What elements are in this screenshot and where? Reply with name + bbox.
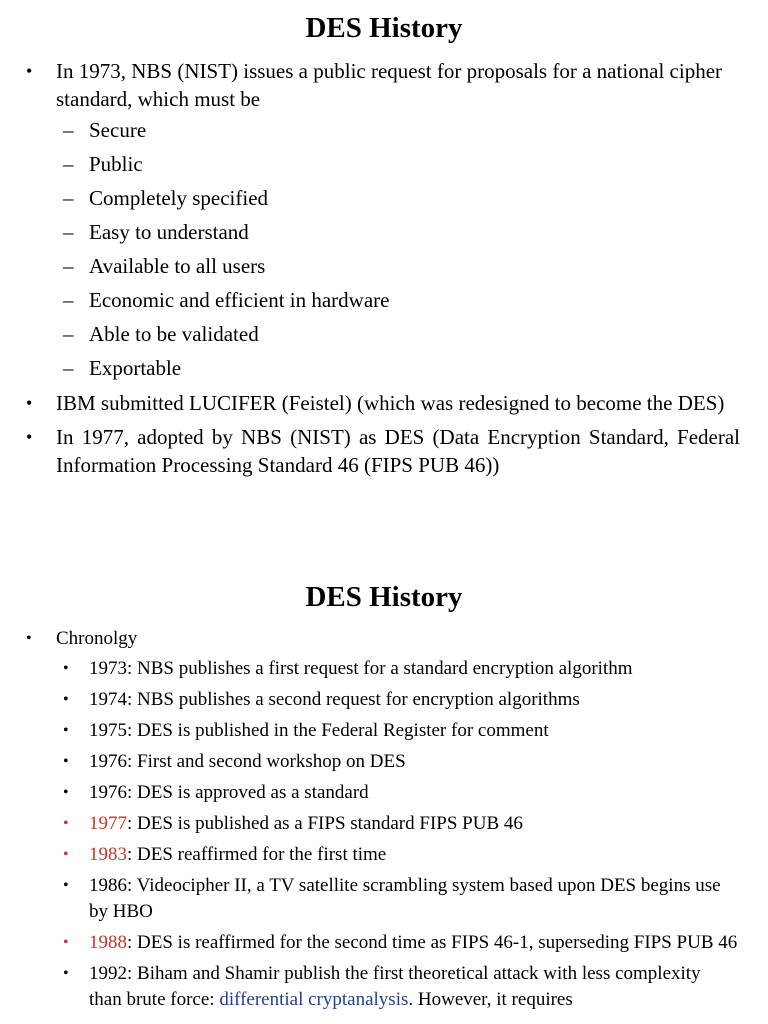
main-bullet-list bbox=[0, 57, 768, 479]
chronology-item bbox=[0, 656, 768, 682]
bullet-icon: • bbox=[63, 934, 69, 951]
requirement-text: Public bbox=[89, 152, 143, 176]
requirement-text: Secure bbox=[89, 118, 147, 142]
event-text: : First and second workshop on DES bbox=[127, 751, 406, 772]
chronology-item bbox=[0, 687, 768, 713]
year-highlighted: 1977 bbox=[89, 813, 127, 834]
dash-icon: – bbox=[63, 220, 74, 244]
bullet-icon: • bbox=[26, 630, 32, 647]
bullet-icon: • bbox=[63, 722, 69, 739]
bullet-icon: • bbox=[63, 784, 69, 801]
year-highlighted: 1983 bbox=[89, 844, 127, 865]
year: 1976 bbox=[89, 751, 127, 772]
year: 1976 bbox=[89, 782, 127, 803]
bullet-nbs-request bbox=[0, 57, 768, 385]
chronology-item bbox=[0, 718, 768, 744]
event-text: : NBS publishes a second request for encryption algorithms bbox=[127, 689, 580, 710]
event-text: : Videocipher II, a TV satellite scrambling system based upon DES begins use by HBO bbox=[89, 875, 721, 922]
requirement-text: Easy to understand bbox=[89, 220, 249, 244]
bullet-icon: • bbox=[26, 61, 33, 81]
requirement-item bbox=[0, 249, 740, 283]
bullet-icon: • bbox=[26, 427, 33, 447]
requirement-text: Exportable bbox=[89, 356, 182, 380]
dash-icon: – bbox=[63, 356, 74, 380]
dash-icon: – bbox=[63, 288, 74, 312]
bullet-icon: • bbox=[63, 877, 69, 894]
event-text: : DES is approved as a standard bbox=[127, 782, 369, 803]
chronology-item-highlighted bbox=[0, 842, 768, 868]
requirement-item bbox=[0, 113, 740, 147]
requirement-text: Economic and efficient in hardware bbox=[89, 288, 390, 312]
bullet-icon: • bbox=[26, 393, 33, 413]
dash-icon: – bbox=[63, 152, 74, 176]
chronology-item-highlighted bbox=[0, 930, 768, 956]
requirement-item bbox=[0, 351, 740, 385]
dash-icon: – bbox=[63, 322, 74, 346]
event-text: : Biham and Shamir publish the first theoretical attack with less complexity than brute force: bbox=[89, 963, 701, 1010]
bullet-text: IBM submitted LUCIFER (Feistel) (which was redesigned to become the DES) bbox=[56, 391, 725, 415]
dash-icon: – bbox=[63, 186, 74, 210]
event-text-tail: . However, it requires bbox=[408, 989, 573, 1010]
chronology-item bbox=[0, 749, 768, 775]
slide-title: DES History bbox=[305, 581, 463, 613]
event-text: : DES reaffirmed for the first time bbox=[127, 844, 387, 865]
chronology-item bbox=[0, 961, 768, 1013]
requirement-item bbox=[0, 181, 740, 215]
chronology-list bbox=[0, 625, 768, 1018]
year: 1973 bbox=[89, 658, 127, 679]
year: 1986 bbox=[89, 875, 127, 896]
year: 1974 bbox=[89, 689, 127, 710]
year-highlighted: 1988 bbox=[89, 932, 127, 953]
year: 1975 bbox=[89, 720, 127, 741]
bullet-icon: • bbox=[63, 691, 69, 708]
bullet-chronology bbox=[0, 625, 768, 653]
requirement-text: Completely specified bbox=[89, 186, 269, 210]
requirements-list bbox=[56, 113, 740, 385]
year: 1992 bbox=[89, 963, 127, 984]
slide-title: DES History bbox=[305, 12, 463, 44]
dash-icon: – bbox=[63, 254, 74, 278]
bullet-text: In 1977, adopted by NBS (NIST) as DES (Data Encryption Standard, Federal Information Processing Standard 46 (FIPS PUB 46)) bbox=[56, 425, 740, 477]
bullet-des-adopted bbox=[0, 423, 768, 479]
event-text: : NBS publishes a first request for a standard encryption algorithm bbox=[127, 658, 633, 679]
event-text: : DES is reaffirmed for the second time as FIPS 46-1, superseding FIPS PUB 46 bbox=[127, 932, 738, 953]
dash-icon: – bbox=[63, 118, 74, 142]
chronology-item bbox=[0, 780, 768, 806]
requirement-text: Able to be validated bbox=[89, 322, 259, 346]
event-text: : DES is published as a FIPS standard FIPS PUB 46 bbox=[127, 813, 523, 834]
bullet-ibm-lucifer bbox=[0, 389, 768, 417]
requirement-item bbox=[0, 147, 740, 181]
bullet-text: In 1973, NBS (NIST) issues a public request for proposals for a national cipher standard, which must be bbox=[56, 59, 723, 111]
requirement-item bbox=[0, 215, 740, 249]
bullet-icon: • bbox=[63, 753, 69, 770]
requirement-item bbox=[0, 283, 740, 317]
chronology-item bbox=[0, 873, 768, 925]
bullet-icon: • bbox=[63, 815, 69, 832]
requirement-text: Available to all users bbox=[89, 254, 266, 278]
bullet-text: Chronolgy bbox=[56, 628, 138, 649]
differential-cryptanalysis-link[interactable]: differential cryptanalysis bbox=[219, 989, 409, 1010]
event-text: : DES is published in the Federal Register for comment bbox=[127, 720, 549, 741]
bullet-icon: • bbox=[63, 965, 69, 982]
requirement-item bbox=[0, 317, 740, 351]
bullet-icon: • bbox=[63, 846, 69, 863]
chronology-item-highlighted bbox=[0, 811, 768, 837]
bullet-icon: • bbox=[63, 660, 69, 677]
